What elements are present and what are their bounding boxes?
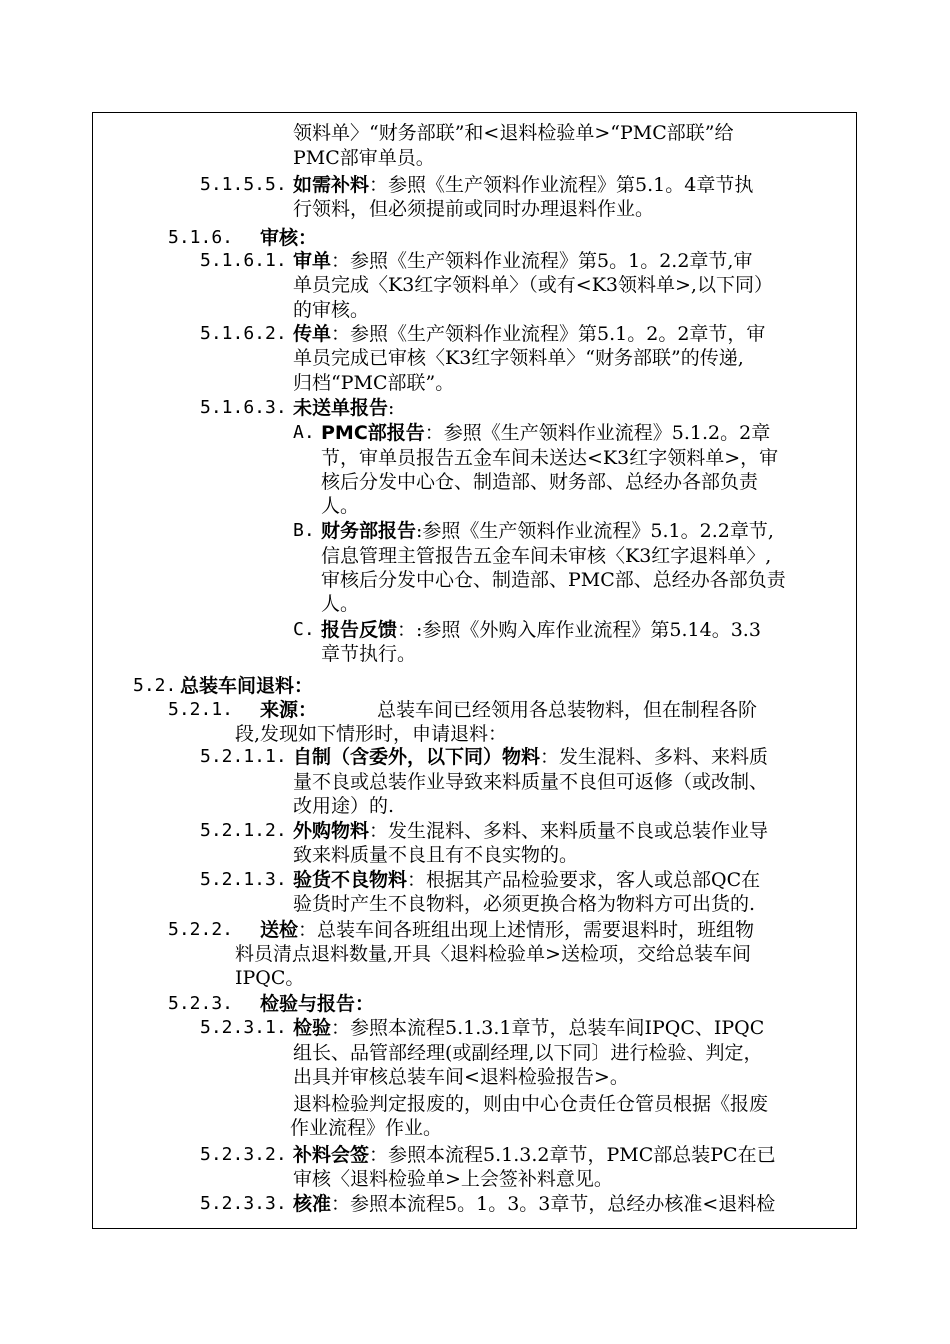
body-text: ：参照《生产领料作业流程》第5.1。4章节执 bbox=[369, 174, 754, 196]
body-text: ：总装车间各班组出现上述情形，需要退料时，班组物 bbox=[298, 919, 755, 941]
body-text: 核后分发中心仓、制造部、财务部、总经办各部负责 bbox=[321, 471, 759, 493]
text-line bbox=[293, 892, 755, 916]
section-number: 5.2.3.1. bbox=[200, 1017, 287, 1038]
text-line bbox=[293, 1143, 776, 1167]
body-text: ：参照《生产领料作业流程》5.1.2。2章 bbox=[424, 422, 771, 444]
section-number: C. bbox=[293, 619, 315, 640]
text-line bbox=[293, 1041, 762, 1065]
heading-term: 总装车间退料： bbox=[180, 675, 314, 697]
text-line bbox=[321, 642, 416, 666]
section-number: 5.2.3.3. bbox=[200, 1193, 287, 1214]
body-text: ：发生混料、多料、来料质 bbox=[540, 746, 769, 768]
text-line bbox=[293, 1192, 775, 1216]
body-text: 料员清点退料数量,开具〈退料检验单>送检项，交给总装车间 bbox=[235, 943, 751, 965]
body-text: 的审核。 bbox=[293, 299, 370, 321]
heading-term: 报告反馈 bbox=[321, 619, 398, 641]
heading-term: 自制（含委外，以下同）物料 bbox=[293, 746, 541, 768]
body-text: 领料单〉“财务部联”和<退料检验单>“PMC部联”给 bbox=[293, 122, 734, 144]
text-line bbox=[321, 421, 770, 445]
heading-term: 审核： bbox=[260, 227, 318, 249]
text-line bbox=[293, 322, 765, 346]
text-line bbox=[180, 674, 313, 698]
body-text: 退料检验判定报废的，则由中心仓责任仓管员根据《报废 bbox=[293, 1093, 769, 1115]
body-text: ：参照《生产领料作业流程》第5。1。2.2章节,审 bbox=[331, 250, 753, 272]
text-line bbox=[293, 249, 752, 273]
heading-term: 传单 bbox=[293, 323, 332, 345]
body-text: 验货时产生不良物料，必须更换合格为物料方可出货的. bbox=[293, 893, 756, 915]
text-line bbox=[293, 173, 753, 197]
heading-term: 检验 bbox=[293, 1017, 332, 1039]
text-line bbox=[321, 592, 359, 616]
body-text: ：发生混料、多料、来料质量不良或总装作业导 bbox=[369, 820, 769, 842]
text-line bbox=[293, 146, 435, 170]
text-line bbox=[321, 544, 771, 568]
section-number: B. bbox=[293, 520, 315, 541]
body-text: 组长、品管部经理(或副经理,以下同〕进行检验、判定， bbox=[293, 1042, 763, 1064]
body-text: 行领料，但必须提前或同时办理退料作业。 bbox=[293, 198, 655, 220]
text-line bbox=[290, 1116, 442, 1140]
body-text: 段,发现如下情形时，申请退料： bbox=[235, 723, 508, 745]
section-number: 5.2.3.2. bbox=[200, 1144, 287, 1165]
heading-term: 补料会签 bbox=[293, 1144, 370, 1166]
body-text: 人。 bbox=[321, 593, 360, 615]
text-line bbox=[293, 298, 369, 322]
text-line bbox=[260, 992, 374, 1016]
section-number: 5.2. bbox=[133, 675, 177, 696]
section-number: 5.1.5.5. bbox=[200, 174, 287, 195]
body-text: 审核〈退料检验单>上会签补料意见。 bbox=[293, 1168, 613, 1190]
text-line bbox=[293, 819, 768, 843]
body-text: : bbox=[388, 397, 395, 419]
body-text: 节，审单员报告五金车间未送达<K3红字领料单>，审 bbox=[321, 447, 779, 469]
section-number: 5.1.6.3. bbox=[200, 397, 287, 418]
body-text: 审核后分发中心仓、制造部、PMC部、总经办各部负责 bbox=[321, 569, 786, 591]
text-line bbox=[293, 868, 760, 892]
body-text: 作业流程》作业。 bbox=[290, 1117, 443, 1139]
text-line bbox=[260, 698, 757, 722]
text-line bbox=[321, 568, 786, 592]
section-number: 5.2.1.3. bbox=[200, 869, 287, 890]
text-line bbox=[321, 519, 774, 543]
heading-term: 来源： bbox=[260, 699, 318, 721]
section-number: 5.2.3. bbox=[168, 993, 234, 1014]
body-text: 致来料质量不良且有不良实物的。 bbox=[293, 844, 579, 866]
body-text: ：参照《生产领料作业流程》第5.1。2。2章节，审 bbox=[331, 323, 766, 345]
body-text: 人。 bbox=[321, 495, 360, 517]
body-text: 改用途）的. bbox=[293, 795, 395, 817]
heading-term: 外购物料 bbox=[293, 820, 370, 842]
body-text: 归档“PMC部联”。 bbox=[293, 372, 455, 394]
body-text: 出具并审核总装车间<退料检验报告>。 bbox=[293, 1066, 629, 1088]
heading-term: 核准 bbox=[293, 1193, 332, 1215]
text-line bbox=[293, 1167, 613, 1191]
text-line bbox=[293, 197, 654, 221]
text-line bbox=[235, 722, 507, 746]
text-line bbox=[321, 618, 761, 642]
body-text: ：根据其产品检验要求，客人或总部QC在 bbox=[407, 869, 761, 891]
text-line bbox=[235, 966, 304, 990]
heading-term: 验货不良物料 bbox=[293, 869, 408, 891]
section-number: 5.1.6.2. bbox=[200, 323, 287, 344]
heading-term: PMC部报告 bbox=[321, 422, 425, 444]
heading-term: 未送单报告 bbox=[293, 397, 389, 419]
text-line bbox=[260, 918, 754, 942]
heading-term: 财务部报告 bbox=[321, 520, 417, 542]
text-line bbox=[293, 371, 454, 395]
body-text: ：参照本流程5.1.3.1章节，总装车间IPQC、IPQC bbox=[331, 1017, 765, 1039]
body-text: ：:参照《外购入库作业流程》第5.14。3.3 bbox=[397, 619, 761, 641]
text-line bbox=[321, 494, 359, 518]
body-text: 总装车间已经领用各总装物料，但在制程各阶 bbox=[377, 699, 758, 721]
body-text: 单员完成已审核〈K3红字领料单〉“财务部联”的传递, bbox=[293, 347, 744, 369]
heading-term: 送检 bbox=[260, 919, 299, 941]
section-number: 5.2.1.2. bbox=[200, 820, 287, 841]
text-line bbox=[321, 446, 778, 470]
text-line bbox=[293, 843, 578, 867]
text-line bbox=[293, 273, 773, 297]
text-line bbox=[293, 396, 394, 420]
text-line bbox=[293, 1092, 768, 1116]
text-line bbox=[293, 794, 394, 818]
section-number: 5.1.6. bbox=[168, 227, 234, 248]
heading-term: 审单 bbox=[293, 250, 332, 272]
body-text: ：参照本流程5.1.3.2章节，PMC部总装PC在已 bbox=[369, 1144, 776, 1166]
body-text: 章节执行。 bbox=[321, 643, 417, 665]
section-number: 5.2.1. bbox=[168, 699, 234, 720]
heading-term: 检验与报告： bbox=[260, 993, 375, 1015]
body-text: PMC部审单员。 bbox=[293, 147, 435, 169]
text-line bbox=[260, 226, 317, 250]
text-line bbox=[293, 1065, 629, 1089]
text-line bbox=[235, 942, 751, 966]
section-number: 5.2.1.1. bbox=[200, 746, 287, 767]
text-line bbox=[293, 346, 744, 370]
body-text: IPQC。 bbox=[235, 967, 305, 989]
text-line bbox=[293, 1016, 764, 1040]
text-line bbox=[293, 121, 733, 145]
text-line bbox=[293, 745, 768, 769]
heading-term: 如需补料 bbox=[293, 174, 370, 196]
body-text: 量不良或总装作业导致来料质量不良但可返修（或改制、 bbox=[293, 771, 769, 793]
section-number: A. bbox=[293, 422, 315, 443]
body-text: :参照《生产领料作业流程》5.1。2.2章节, bbox=[416, 520, 774, 542]
text-line bbox=[293, 770, 768, 794]
body-text: 信息管理主管报告五金车间未审核〈K3红字退料单〉, bbox=[321, 545, 772, 567]
body-text: ：参照本流程5。1。3。3章节，总经办核准<退料检 bbox=[331, 1193, 776, 1215]
section-number: 5.2.2. bbox=[168, 919, 234, 940]
body-text: 单员完成〈K3红字领料单〉（或有<K3领料单>,以下同） bbox=[293, 274, 773, 296]
section-number: 5.1.6.1. bbox=[200, 250, 287, 271]
text-line bbox=[321, 470, 758, 494]
